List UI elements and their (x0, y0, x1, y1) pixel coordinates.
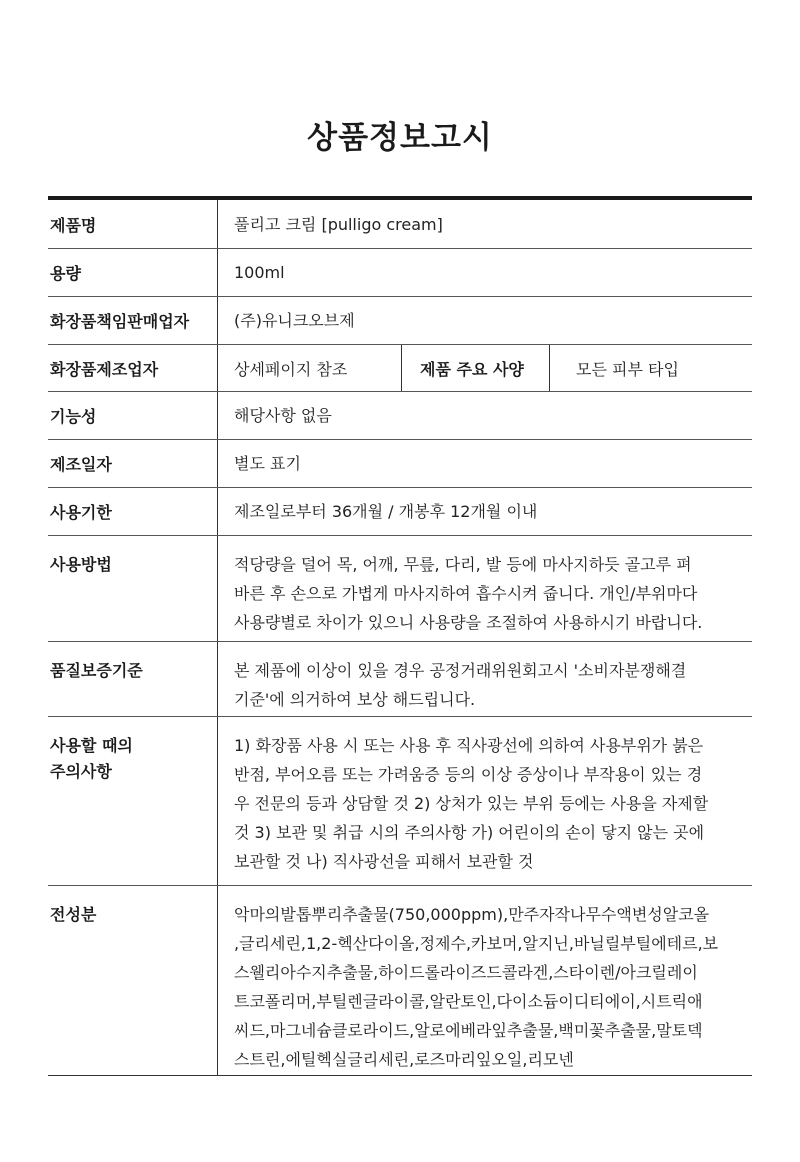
row-label: 용량 (48, 249, 218, 296)
row-usage (48, 536, 752, 642)
label-line: 사용할 때의 (50, 736, 133, 755)
text-line: 것 3) 보관 및 취급 시의 주의사항 가) 어린이의 손이 닿지 않는 곳에 (234, 823, 705, 842)
text-line: 적당량을 덜어 목, 어깨, 무릎, 다리, 발 등에 마사지하듯 골고루 펴 (234, 555, 692, 574)
row-value (218, 642, 752, 716)
row-manufacture-date (48, 440, 752, 488)
row-label: 기능성 (48, 392, 218, 439)
row-value: 상세페이지 참조 (218, 345, 402, 391)
text-line: 스트린,에틸헥실글리세린,로즈마리잎오일,리모넨 (234, 1050, 574, 1069)
row-value: 별도 표기 (234, 454, 301, 473)
text-line: ,글리세린,1,2-헥산다이올,정제수,카보머,알지닌,바닐릴부틸에테르,보 (234, 934, 719, 953)
row-quality-standard (48, 642, 752, 717)
text-line: 본 제품에 이상이 있을 경우 공정거래위원회고시 '소비자분쟁해결 (234, 661, 687, 680)
row-volume (48, 249, 752, 297)
row-value (218, 536, 752, 641)
row-value (218, 886, 752, 1075)
product-info-table (48, 196, 752, 1076)
text-line: 1) 화장품 사용 시 또는 사용 후 직사광선에 의하여 사용부위가 붉은 (234, 736, 704, 755)
row-manufacturer (48, 345, 752, 392)
row-expiry (48, 488, 752, 536)
row-product-name (48, 200, 752, 249)
row-seller (48, 297, 752, 345)
text-line: 반점, 부어오름 또는 가려움증 등의 이상 증상이나 부작용이 있는 경 (234, 765, 703, 784)
split-cells (218, 345, 752, 391)
text-line: 기준'에 의거하여 보상 해드립니다. (234, 690, 476, 709)
text-line: 씨드,마그네슘클로라이드,알로에베라잎추출물,백미꽃추출물,말토덱 (234, 1021, 703, 1040)
text-line: 사용량별로 차이가 있으니 사용량을 조절하여 사용하시기 바랍니다. (234, 613, 703, 632)
row-label: 전성분 (48, 886, 218, 1075)
row-label: 제조일자 (48, 440, 218, 487)
text-line: 악마의발톱뿌리추출물(750,000ppm),만주자작나무수액변성알코올 (234, 905, 710, 924)
row-label (48, 717, 218, 885)
row-label: 화장품책임판매업자 (48, 297, 218, 344)
text-line: 스웰리아수지추출물,하이드롤라이즈드콜라겐,스타이렌/아크릴레이 (234, 963, 698, 982)
row-value: 100ml (234, 263, 285, 282)
row-label: 사용방법 (48, 536, 218, 641)
label-line: 주의사항 (50, 762, 112, 781)
row-ingredients (48, 886, 752, 1075)
sub-label: 제품 주요 사양 (402, 345, 550, 391)
sub-value: 모든 피부 타입 (576, 359, 679, 379)
text-line: 보관할 것 나) 직사광선을 피해서 보관할 것 (234, 852, 534, 871)
row-label: 제품명 (48, 200, 218, 248)
row-label: 품질보증기준 (48, 642, 218, 716)
row-value: 해당사항 없음 (234, 406, 332, 425)
row-value: 풀리고 크림 [pulligo cream] (234, 214, 443, 234)
row-label: 사용기한 (48, 488, 218, 535)
row-functionality (48, 392, 752, 440)
row-precautions (48, 717, 752, 886)
text-line: 트코폴리머,부틸렌글라이콜,알란토인,다이소듐이디티에이,시트릭애 (234, 992, 703, 1011)
text-line: 바른 후 손으로 가볍게 마사지하여 흡수시켜 줍니다. 개인/부위마다 (234, 584, 698, 603)
row-value: (주)유니크오브제 (234, 311, 355, 330)
row-value: 제조일로부터 36개월 / 개봉후 12개월 이내 (234, 502, 538, 521)
page-title: 상품정보고시 (307, 120, 493, 156)
row-value (218, 717, 752, 885)
row-label: 화장품제조업자 (48, 345, 218, 391)
text-line: 우 전문의 등과 상담할 것 2) 상처가 있는 부위 등에는 사용을 자제할 (234, 794, 709, 813)
